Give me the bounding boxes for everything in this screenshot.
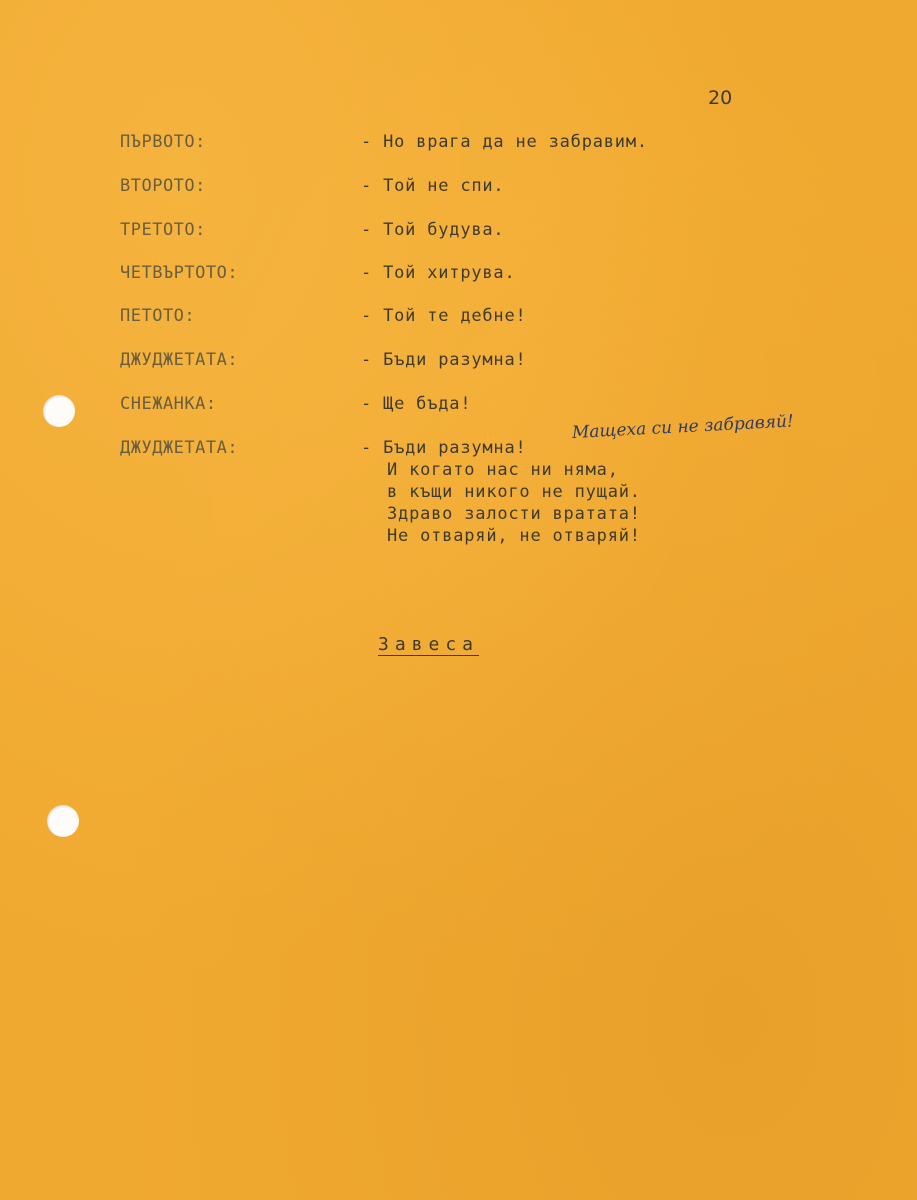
dialogue-row	[0, 176, 917, 206]
dialogue-row	[0, 306, 917, 336]
speaker-name: ПЪРВОТО:	[120, 132, 206, 152]
page-number: 20	[708, 87, 733, 109]
dialogue-row	[0, 220, 917, 250]
dialogue-line: - Бъди разумна!	[361, 350, 527, 370]
curtain-direction: Завеса	[378, 634, 480, 655]
handwritten-note: Мащеха си не забравяй!	[571, 411, 795, 443]
speaker-name: ДЖУДЖЕТАТА:	[120, 350, 239, 370]
verse-line: Не отваряй, не отваряй!	[387, 526, 641, 546]
dialogue-line: - Той не спи.	[361, 176, 505, 196]
dialogue-row	[0, 263, 917, 293]
verse-line: Здраво залости вратата!	[387, 504, 641, 524]
verse-line: в къщи никого не пущай.	[387, 482, 641, 502]
dialogue-line: - Но врага да не забравим.	[361, 132, 648, 152]
punch-hole-bottom	[47, 805, 79, 837]
dialogue-row	[0, 350, 917, 380]
dialogue-line: - Той будува.	[361, 220, 505, 240]
speaker-name: ВТОРОТО:	[120, 176, 206, 196]
verse-line: И когато нас ни няма,	[387, 460, 619, 480]
speaker-name: ЧЕТВЪРТОТО:	[120, 263, 239, 283]
speaker-name: СНЕЖАНКА:	[120, 394, 217, 414]
dialogue-line: - Бъди разумна!	[361, 438, 527, 458]
speaker-name: ТРЕТОТО:	[120, 220, 206, 240]
speaker-name: ДЖУДЖЕТАТА:	[120, 438, 239, 458]
dialogue-line: - Той хитрува.	[361, 263, 516, 283]
dialogue-row	[0, 132, 917, 162]
speaker-name: ПЕТОТО:	[120, 306, 196, 326]
dialogue-line: - Той те дебне!	[361, 306, 527, 326]
dialogue-line: - Ще бъда!	[361, 394, 472, 414]
